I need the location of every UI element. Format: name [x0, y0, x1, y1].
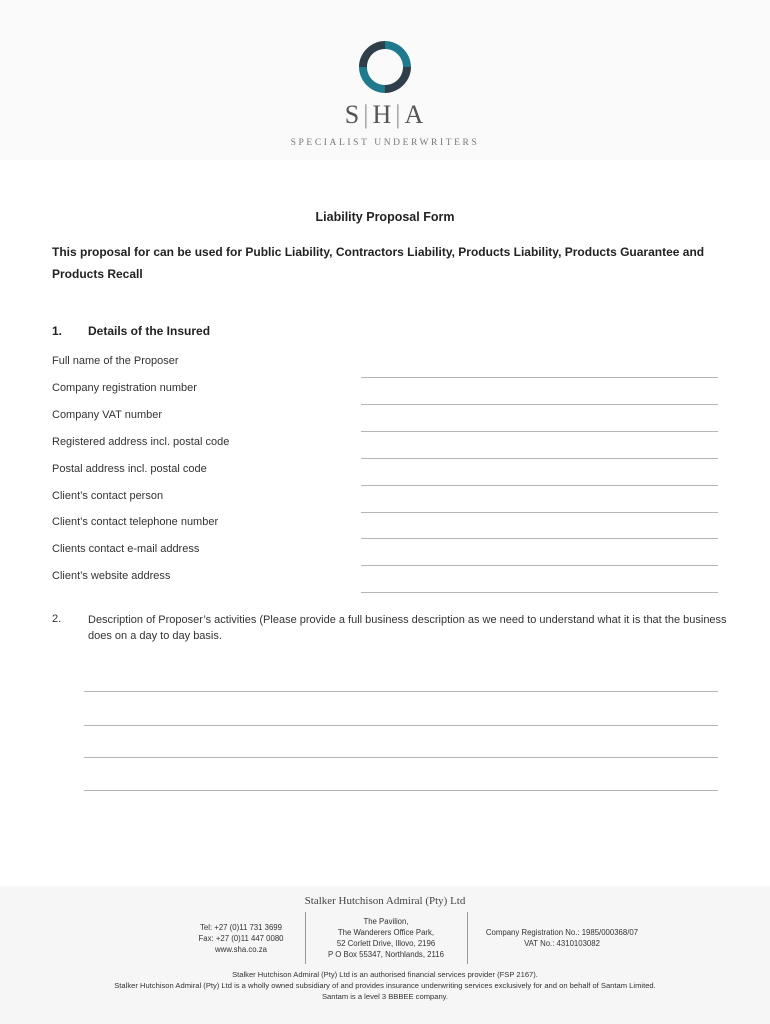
logo-letter-s: S [344, 100, 362, 129]
activities-answer-line[interactable] [84, 790, 718, 791]
logo-letter-h: H [372, 100, 394, 129]
footer-legal-line: Santam is a level 3 BBBEE company. [321, 992, 449, 1001]
input-registered-address[interactable] [361, 458, 718, 459]
form-title: Liability Proposal Form [315, 210, 455, 224]
input-contact-person[interactable] [361, 512, 718, 513]
section-1-number: 1. [52, 324, 63, 338]
footer-address-line: 52 Corlett Drive, Illovo, 2196 [336, 939, 436, 948]
footer-address-line: The Wanderers Office Park, [337, 928, 435, 937]
footer-legal [0, 969, 770, 1002]
label-contact-person: Client’s contact person [52, 490, 164, 502]
footer-divider [305, 912, 306, 964]
input-full-name[interactable] [361, 377, 718, 378]
input-contact-telephone[interactable] [361, 538, 718, 539]
section-1-title: Details of the Insured [88, 324, 211, 338]
label-registered-address: Registered address incl. postal code [52, 436, 230, 448]
section-2-description: Description of Proposer’s activities (Please provide a full business description as we need to understand what it is that the business does on a day to day basis. [88, 614, 727, 642]
input-postal-address[interactable] [361, 485, 718, 486]
footer-registration [476, 927, 648, 949]
label-website: Client’s website address [52, 570, 171, 582]
activities-answer-line[interactable] [84, 757, 718, 758]
form-intro: This proposal for can be used for Public Liability, Contractors Liability, Products Liability, Products Guarantee and Products Recall [52, 245, 705, 281]
activities-answer-line[interactable] [84, 725, 718, 726]
footer-contact [186, 922, 296, 955]
input-company-registration[interactable] [361, 404, 718, 405]
footer-address-line: The Pavilion, [363, 917, 409, 926]
label-postal-address: Postal address incl. postal code [52, 463, 207, 475]
footer-fax: Fax: +27 (0)11 447 0080 [198, 934, 284, 943]
sha-logo-icon [356, 38, 414, 96]
section-2-number: 2. [52, 613, 62, 625]
label-full-name: Full name of the Proposer [52, 355, 179, 367]
label-company-vat: Company VAT number [52, 409, 163, 421]
footer-legal-line: Stalker Hutchison Admiral (Pty) Ltd is an authorised financial services provider (FSP 2167). [232, 970, 538, 979]
input-contact-email[interactable] [361, 565, 718, 566]
input-company-vat[interactable] [361, 431, 718, 432]
logo-wordmark [0, 100, 770, 130]
logo-letter-a: A [404, 100, 426, 129]
activities-answer-line[interactable] [84, 691, 718, 692]
logo-separator: | [363, 100, 371, 129]
logo-separator: | [395, 100, 403, 129]
footer-company-registration: Company Registration No.: 1985/000368/07 [485, 928, 639, 937]
footer-address-line: P O Box 55347, Northlands, 2116 [328, 950, 444, 959]
footer-divider [467, 912, 468, 964]
footer-legal-line: Stalker Hutchison Admiral (Pty) Ltd is a wholly owned subsidiary of and provides insurance underwriting services exclusively for and on behalf of Santam Limited. [114, 981, 656, 990]
footer-website-link[interactable]: www.sha.co.za [214, 945, 267, 954]
label-contact-telephone: Client’s contact telephone number [52, 516, 219, 528]
label-contact-email: Clients contact e-mail address [52, 543, 200, 555]
input-website[interactable] [361, 592, 718, 593]
footer-address [316, 916, 456, 960]
footer-vat-number: VAT No.: 4310103082 [524, 939, 600, 948]
label-company-registration: Company registration number [52, 382, 197, 394]
footer-tel: Tel: +27 (0)11 731 3699 [199, 923, 282, 932]
footer-company-name: Stalker Hutchison Admiral (Pty) Ltd [304, 895, 466, 907]
logo-tagline: SPECIALIST UNDERWRITERS [290, 138, 480, 148]
